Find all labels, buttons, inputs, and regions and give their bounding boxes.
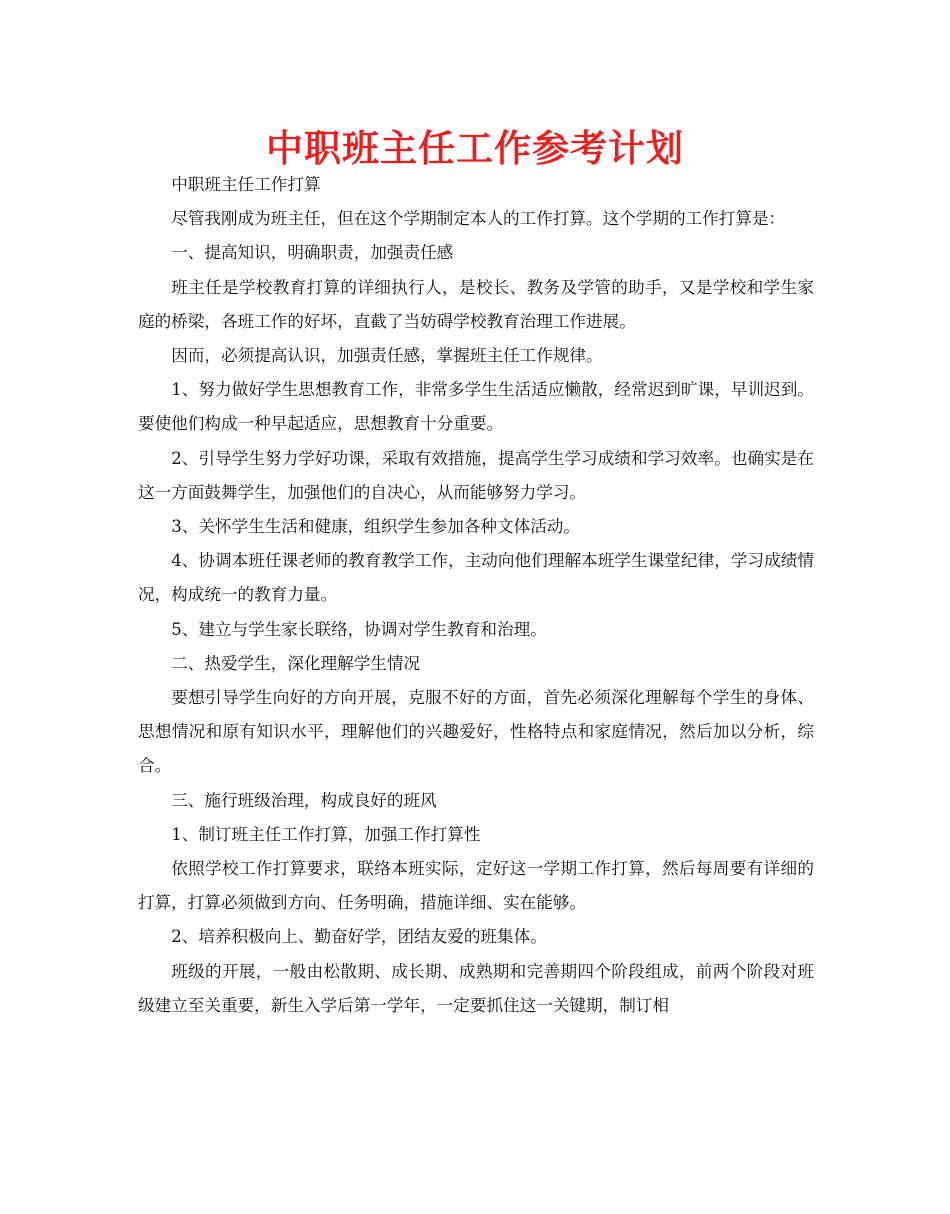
paragraph: 班级的开展，一般由松散期、成长期、成熟期和完善期四个阶段组成，前两个阶段对班级建立至关重要，新生入学后第一学年，一定要抓住这一关键期，制订相 bbox=[138, 961, 814, 1015]
list-item: 1、制订班主任工作打算，加强工作打算性 bbox=[171, 824, 481, 844]
list-item: 1、努力做好学生思想教育工作，非常多学生生活适应懒散，经常迟到旷课，早训迟到。要使他们构成一种早起适应，思想教育十分重要。 bbox=[138, 380, 814, 434]
document-body bbox=[138, 168, 814, 1023]
paragraph-subtitle: 中职班主任工作打算 bbox=[171, 175, 321, 194]
list-item: 3、关怀学生生活和健康，组织学生参加各种文体活动。 bbox=[171, 517, 580, 537]
section-heading: 三、施行班级治理，构成良好的班风 bbox=[171, 790, 437, 810]
paragraph: 班主任是学校教育打算的详细执行人，是校长、教务及学管的助手，又是学校和学生家庭的桥梁，各班工作的好坏，直截了当妨碍学校教育治理工作进展。 bbox=[138, 277, 814, 331]
list-item: 2、培养积极向上、勤奋好学，团结友爱的班集体。 bbox=[171, 927, 547, 947]
section-heading: 一、提高知识，明确职责，加强责任感 bbox=[171, 243, 454, 263]
section-heading: 二、热爱学生，深化理解学生情况 bbox=[171, 653, 421, 673]
paragraph: 尽管我刚成为班主任，但在这个学期制定本人的工作打算。这个学期的工作打算是： bbox=[171, 209, 786, 229]
document-title: 中职班主任工作参考计划 bbox=[266, 126, 684, 170]
list-item: 2、引导学生努力学好功课，采取有效措施，提高学生学习成绩和学习效率。也确实是在这一方面鼓舞学生，加强他们的自决心，从而能够努力学习。 bbox=[138, 448, 814, 502]
paragraph: 依照学校工作打算要求，联络本班实际，定好这一学期工作打算，然后每周要有详细的打算，打算必须做到方向、任务明确，措施详细、实在能够。 bbox=[138, 859, 814, 913]
paragraph: 因而，必须提高认识，加强责任感，掌握班主任工作规律。 bbox=[171, 346, 603, 366]
list-item: 5、建立与学生家长联络，协调对学生教育和治理。 bbox=[171, 619, 547, 639]
list-item: 4、协调本班任课老师的教育教学工作，主动向他们理解本班学生课堂纪律，学习成绩情况，构成统一的教育力量。 bbox=[138, 551, 814, 605]
paragraph: 要想引导学生向好的方向开展，克服不好的方面，首先必须深化理解每个学生的身体、思想情况和原有知识水平，理解他们的兴趣爱好，性格特点和家庭情况，然后加以分析，综合。 bbox=[138, 688, 814, 776]
